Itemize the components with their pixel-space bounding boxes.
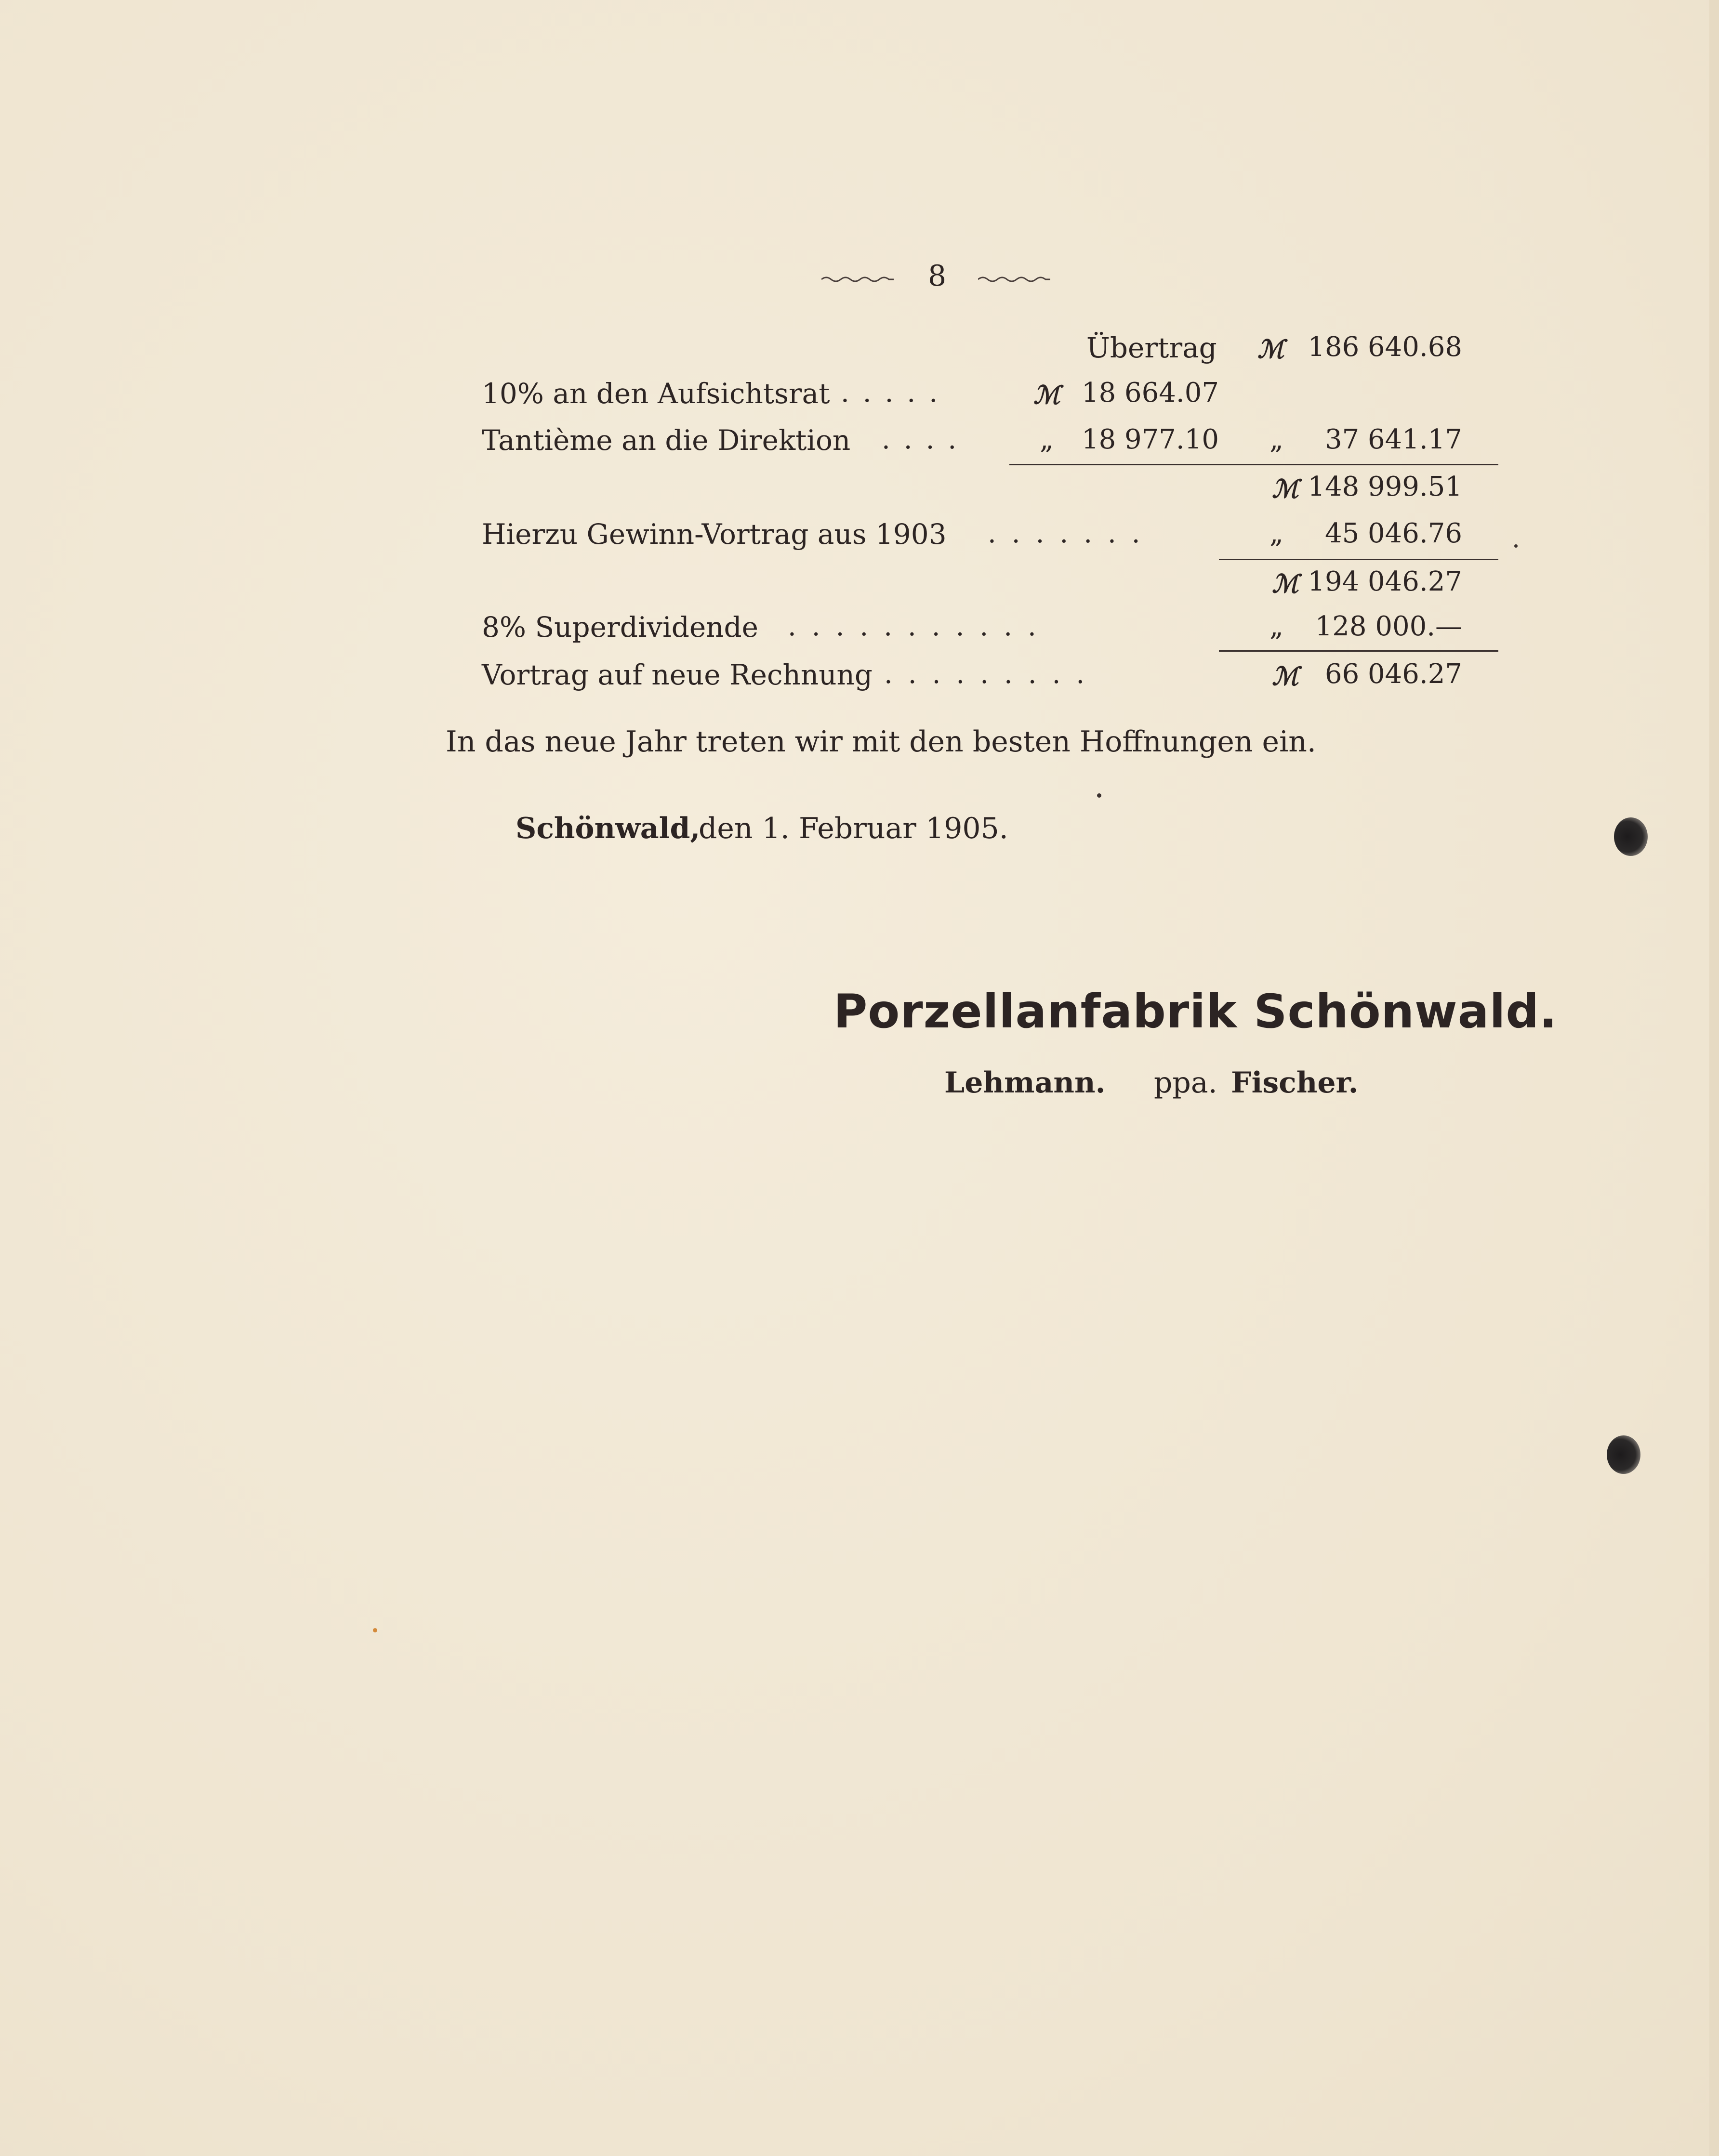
profit-carry-label: Hierzu Gewinn-Vortrag aus 1903 xyxy=(482,518,947,551)
left-ornament-wave xyxy=(821,275,894,284)
place-name: Schönwald, xyxy=(516,812,701,845)
currency-mark: ℳ xyxy=(1257,335,1284,364)
superdividend-label: 8% Superdividende xyxy=(482,611,758,644)
page-edge xyxy=(1709,0,1719,2156)
closing-sentence: In das neue Jahr treten wir mit den besten Hoffnungen ein. xyxy=(446,725,1316,759)
profit-carry-value: 45 046.76 xyxy=(1324,518,1462,549)
ditto-mark: „ xyxy=(1269,518,1284,549)
signer-fischer: Fischer. xyxy=(1231,1066,1359,1100)
new-account-value: 66 046.27 xyxy=(1324,658,1462,690)
signing-date: den 1. Februar 1905. xyxy=(699,812,1008,845)
supervisory-board-label: 10% an den Aufsichtsrat xyxy=(482,377,830,410)
directorate-bonus-label: Tantième an die Direktion xyxy=(482,424,851,457)
table-rule xyxy=(1219,650,1498,652)
deductions-total-value: 37 641.17 xyxy=(1324,424,1462,455)
binder-hole-top xyxy=(1614,817,1648,856)
carry-over-value: 186 640.68 xyxy=(1308,331,1462,363)
stray-dot xyxy=(1097,793,1101,798)
new-account-label: Vortrag auf neue Rechnung xyxy=(482,658,873,691)
procuration-prefix: ppa. xyxy=(1154,1066,1217,1100)
right-ornament-wave xyxy=(978,275,1050,284)
binder-hole-bottom xyxy=(1607,1435,1640,1474)
currency-mark: ℳ xyxy=(1272,474,1299,504)
leader-dots: ......... xyxy=(884,658,1100,690)
table-rule xyxy=(1009,464,1498,465)
company-signature: Porzellanfabrik Schönwald. xyxy=(833,985,1558,1039)
currency-mark: ℳ xyxy=(1033,381,1060,410)
superdividend-value: 128 000.— xyxy=(1315,611,1462,642)
directorate-bonus-value: 18 977.10 xyxy=(1081,424,1219,455)
ditto-mark: „ xyxy=(1269,424,1284,455)
subtotal-2-value: 194 046.27 xyxy=(1308,566,1462,597)
leader-dots: ....... xyxy=(988,518,1156,549)
signer-lehmann: Lehmann. xyxy=(944,1066,1106,1100)
leader-dots: .... xyxy=(882,424,970,455)
currency-mark: ℳ xyxy=(1272,662,1299,691)
leader-dots: ..... xyxy=(841,377,952,408)
carry-over-label: Übertrag xyxy=(1086,331,1217,364)
leader-dots: ........... xyxy=(788,611,1052,642)
currency-mark: ℳ xyxy=(1272,569,1299,599)
page-number: 8 xyxy=(928,259,947,293)
supervisory-board-value: 18 664.07 xyxy=(1081,377,1219,408)
ditto-mark: „ xyxy=(1269,611,1284,642)
paper-stain xyxy=(373,1628,377,1632)
ditto-mark: „ xyxy=(1040,424,1054,455)
stray-dot xyxy=(1514,544,1518,548)
subtotal-1-value: 148 999.51 xyxy=(1308,471,1462,502)
table-rule xyxy=(1219,559,1498,560)
